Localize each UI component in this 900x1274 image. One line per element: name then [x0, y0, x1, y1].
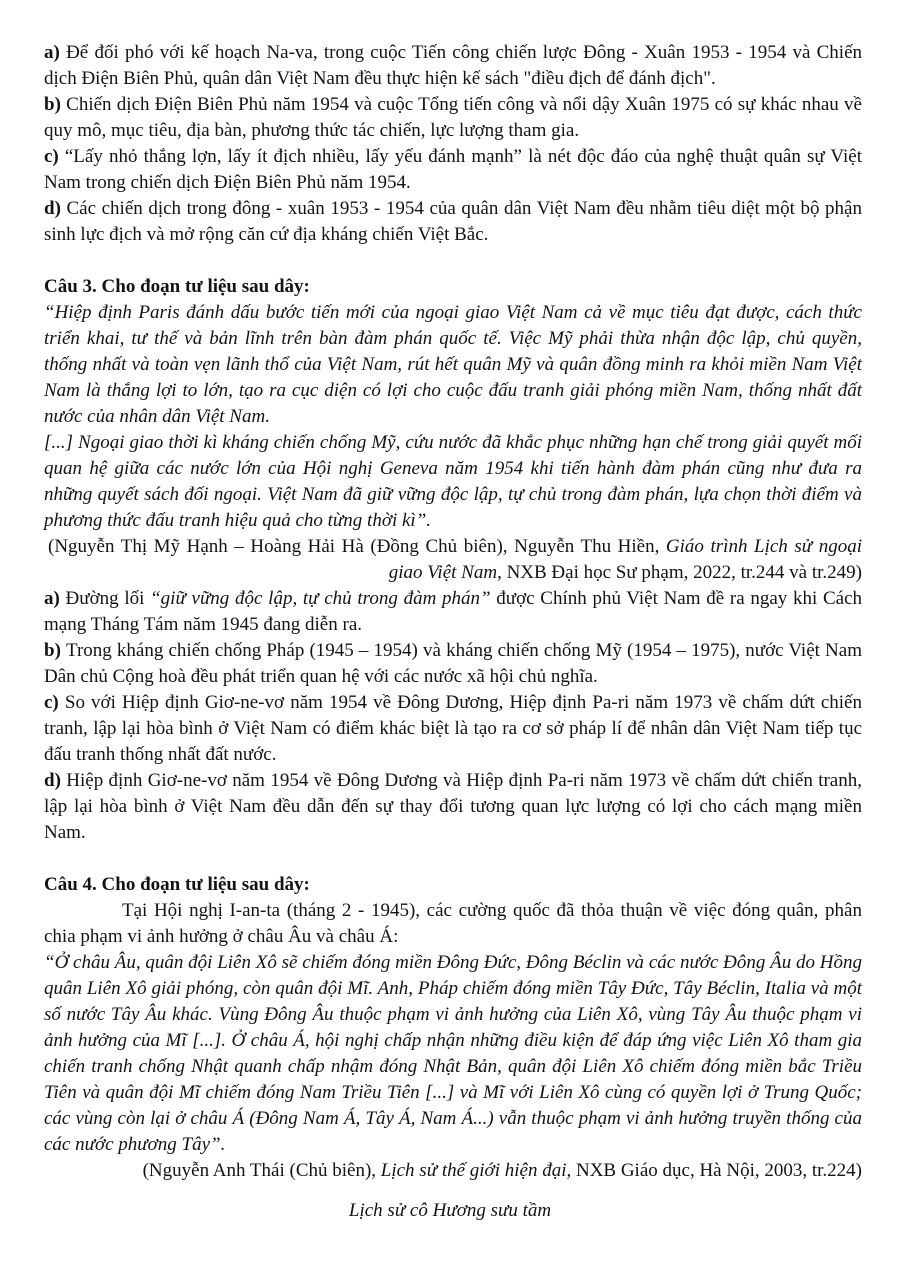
text-run: Chiến dịch Điện Biên Phủ năm 1954 và cuộc Tổng tiến công và nổi dậy Xuân 1975 có sự khác nhau về quy mô, mục tiêu, địa bàn, phương thức tác chiến, lực lượng tham gia. [44, 94, 862, 141]
question-4-heading [44, 872, 862, 898]
italic-run: Giáo trình Lịch sử ngoại giao Việt Nam [388, 536, 862, 583]
text-run: được Chính phủ Việt Nam đề ra ngay khi Cách mạng Tháng Tám năm 1945 đang diễn ra. [44, 588, 863, 635]
text-run: Hiệp định Giơ-ne-vơ năm 1954 về Đông Dương và Hiệp định Pa-ri năm 1973 về chấm dứt chiến tranh, lập lại hòa bình ở Việt Nam đều dẫn đến sự thay đổi tương quan lực lượng có lợi cho cách mạng miền Nam. [44, 770, 862, 843]
bold-run: b) [44, 94, 67, 115]
italic-run: Lịch sử thế giới hiện đại [380, 1160, 567, 1181]
text-run: , NXB Giáo dục, Hà Nội, 2003, tr.224) [566, 1160, 862, 1181]
bold-run: d) [44, 198, 67, 219]
text-run: Các chiến dịch trong đông - xuân 1953 - 1954 của quân dân Việt Nam đều nhằm tiêu diệt một bộ phận sinh lực địch và mở rộng căn cứ địa kháng chiến Việt Bắc. [44, 198, 862, 245]
text-run: , NXB Đại học Sư phạm, 2022, tr.244 và tr.249) [497, 562, 862, 583]
footer-watermark: Lịch sử cô Hương sưu tầm [348, 1200, 552, 1221]
document-body [44, 40, 862, 1184]
italic-run: “Ở châu Âu, quân đội Liên Xô sẽ chiếm đóng miền Đông Đức, Đông Béclin và các nước Đông Âu do Hồng quân Liên Xô giải phóng, còn quân đội Mĩ. Anh, Pháp chiếm đóng miền Tây Đức, Tây Béclin, Italia và một số nước Tây Âu khác. Vùng Đông Âu thuộc phạm vi ảnh hưởng của Liên Xô, vùng Tây Âu thuộc phạm vi ảnh hưởng của Mĩ [...]. Ở châu Á, hội nghị chấp nhận những điều kiện để đáp ứng việc Liên Xô tham gia chiến tranh chống Nhật quanh chấp nhậm đóng Nhật Bản, quân đội Liên Xô chiếm đóng miền bắc Triều Tiên và quân đội Mĩ chiếm đóng Nam Triều Tiên [...] và Mĩ với Liên Xô cùng có quyền lợi ở Trung Quốc; các vùng còn lại ở châu Á (Đông Nam Á, Tây Á, Nam Á...) vẫn thuộc phạm vi ảnh hưởng truyền thống của các nước phương Tây”. [44, 952, 862, 1155]
text-run: (Nguyễn Thị Mỹ Hạnh – Hoàng Hải Hà (Đồng Chủ biên), Nguyễn Thu Hiền, [48, 536, 666, 557]
q3-quote-paragraph-2 [44, 430, 862, 534]
bold-run: a) [44, 588, 66, 609]
bold-run: a) [44, 42, 67, 63]
italic-run: [...] Ngoại giao thời kì kháng chiến chống Mỹ, cứu nước đã khắc phục những hạn chế trong giải quyết mối quan hệ giữa các nước lớn của Hội nghị Geneva năm 1954 khi tiến hành đàm phán cũng như đưa ra những quyết sách đối ngoại. Việt Nam đã giữ vững độc lập, tự chủ trong đàm phán, lựa chọn thời điểm và phương thức đấu tranh hiệu quả cho từng thời kì”. [44, 432, 862, 531]
blank-line [44, 248, 862, 274]
question-3-heading [44, 274, 862, 300]
bold-run: d) [44, 770, 67, 791]
text-run: Tại Hội nghị I-an-ta (tháng 2 - 1945), các cường quốc đã thỏa thuận về việc đóng quân, phân chia phạm vi ảnh hưởng ở châu Âu và châu Á: [44, 900, 862, 947]
q3-citation [44, 534, 862, 586]
q3-quote-paragraph-1 [44, 300, 862, 430]
text-run: (Nguyễn Anh Thái (Chủ biên), [142, 1160, 381, 1181]
text-run: Đường lối [65, 588, 151, 609]
text-run: Trong kháng chiến chống Pháp (1945 – 1954) và kháng chiến chống Mỹ (1954 – 1975), nước Việt Nam Dân chủ Cộng hoà đều phát triển quan hệ với các nước xã hội chủ nghĩa. [44, 640, 862, 687]
q3-option-a [44, 586, 862, 638]
option-a [44, 40, 862, 92]
q4-citation [44, 1158, 862, 1184]
text-run: “Lấy nhỏ thắng lợn, lấy ít địch nhiều, lấy yếu đánh mạnh” là nét độc đáo của nghệ thuật quân sự Việt Nam trong chiến dịch Điện Biên Phủ năm 1954. [44, 146, 863, 193]
bold-run: Câu 4. Cho đoạn tư liệu sau dây: [44, 874, 310, 895]
q4-quote-paragraph [44, 950, 862, 1158]
q3-option-d [44, 768, 862, 846]
q3-option-c [44, 690, 862, 768]
q3-option-b [44, 638, 862, 690]
option-d [44, 196, 862, 248]
option-b [44, 92, 862, 144]
italic-run: “Hiệp định Paris đánh dấu bước tiến mới của ngoại giao Việt Nam cả về mục tiêu đạt được, cách thức triển khai, tư thế và bản lĩnh trên bàn đàm phán quốc tế. Việc Mỹ phải thừa nhận độc lập, chủ quyền, thống nhất và toàn vẹn lãnh thổ của Việt Nam, rút hết quân Mỹ và quân đồng minh ra khỏi miền Nam Việt Nam là thắng lợi to lớn, tạo ra cục diện có lợi cho cuộc đấu tranh giải phóng miền Nam, thống nhất đất nước của nhân dân Việt Nam. [44, 302, 862, 427]
bold-run: b) [44, 640, 67, 661]
italic-run: “giữ vững độc lập, tự chủ trong đàm phán” [150, 588, 491, 609]
q4-intro-paragraph [44, 898, 862, 950]
text-run: Để đối phó với kế hoạch Na-va, trong cuộc Tiến công chiến lược Đông - Xuân 1953 - 1954 và Chiến dịch Điện Biên Phủ, quân dân Việt Nam đều thực hiện kế sách "điều địch để đánh địch". [44, 42, 862, 89]
bold-run: c) [44, 146, 65, 167]
bold-run: c) [44, 692, 65, 713]
text-run: So với Hiệp định Giơ-ne-vơ năm 1954 về Đông Dương, Hiệp định Pa-ri năm 1973 về chấm dứt chiến tranh, lập lại hòa bình ở Việt Nam có điểm khác biệt là tạo ra cơ sở pháp lí để nhân dân Việt Nam tiếp tục đấu tranh thống nhất đất nước. [44, 692, 862, 765]
option-c [44, 144, 862, 196]
bold-run: Câu 3. Cho đoạn tư liệu sau dây: [44, 276, 310, 297]
blank-line [44, 846, 862, 872]
